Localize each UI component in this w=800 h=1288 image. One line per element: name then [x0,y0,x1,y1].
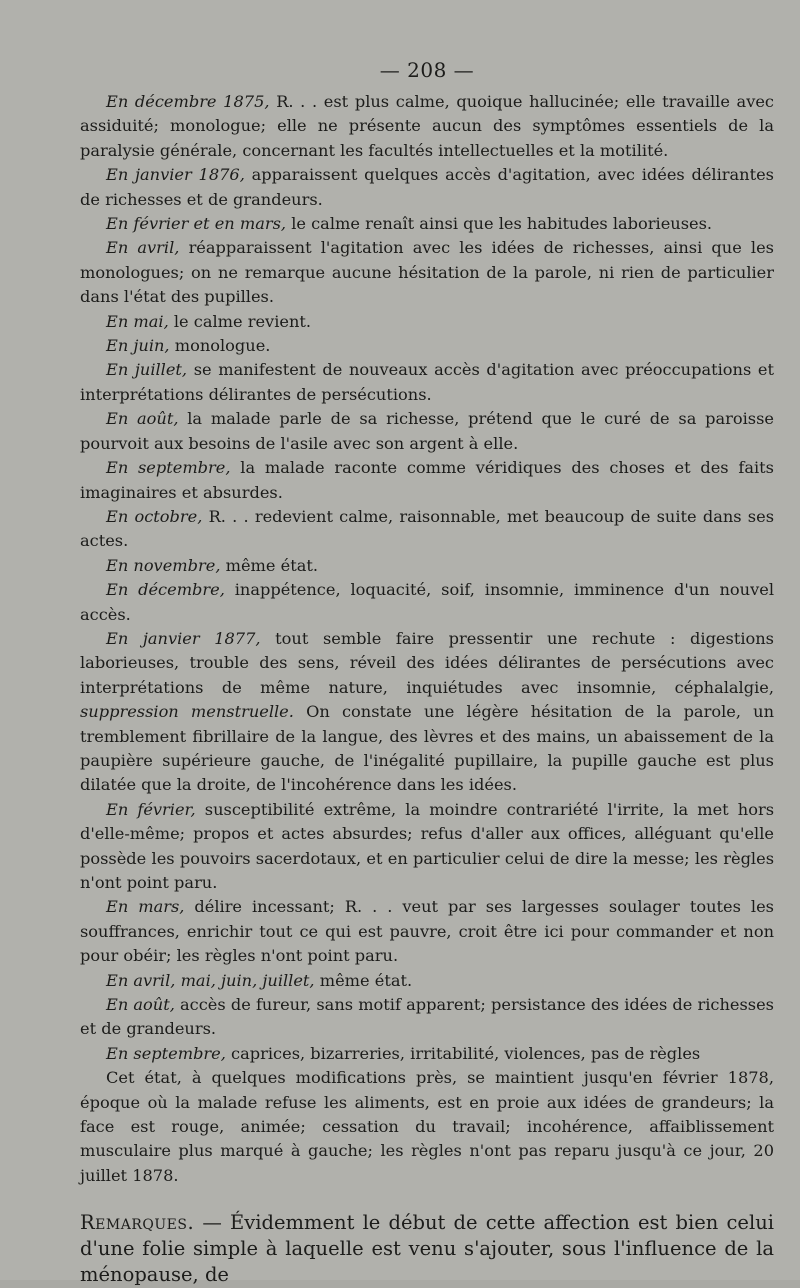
paragraph-text-tail: On constate une légère hésitation de la parole, un tremblement fibrillaire de la langue, des lèvres et des mains, un abaissement de la paupière supérieure gauche, de l'inégalité pupillaire, la pupille gauche est plus dilatée que la droite, de l'incohérence dans les idées. [80,702,775,795]
paragraph-text: R. . . est plus calme, quoique hallucinée; elle travaille avec assiduité; monologue; elle ne présente aucun des symptômes essentiels de la paralysie générale, concernant les facultés intellectuelles et la motilité. [80,92,774,160]
paragraph-date-lead: En octobre, [106,506,203,526]
paragraph-text: caprices, bizarreries, irritabilité, violences, pas de règles [225,1043,701,1063]
paragraph-text: réapparaissent l'agitation avec les idées de richesses, ainsi que les monologues; on ne remarque aucune hésitation de la parole, ni rien de particulier dans l'état des pupilles. [80,238,774,307]
paragraph [80,798,774,896]
paragraph [80,993,774,1042]
remarks-text: — Évidemment le début de cette affection est bien celui d'une folie simple à laquelle est venu s'ajouter, sous l'influence de la ménopause, de [80,1211,774,1287]
paragraph [80,895,774,968]
paragraph-text: accès de fureur, sans motif apparent; persistance des idées de richesses et de grandeurs. [80,995,774,1039]
paragraph [80,163,774,212]
remarks-paragraph [80,1210,774,1288]
paragraph-text: même état. [220,555,319,575]
paragraph-date-lead: En août, [106,995,175,1015]
paragraph [80,554,774,578]
paragraph-date-lead: En avril, [106,238,180,258]
paragraph-date-lead: En mars, [106,897,185,917]
paragraph-date-lead: En septembre, [106,1043,226,1063]
paragraph-text: monologue. [169,336,271,356]
paragraph [80,236,774,309]
paragraph-text: la malade raconte comme véridiques des choses et des faits imaginaires et absurdes. [80,458,774,502]
paragraph-text: le calme renaît ainsi que les habitudes laborieuses. [286,214,713,234]
paragraph-date-lead: En novembre, [106,555,221,575]
paragraph [80,90,774,163]
paragraph-date-lead: En septembre, [106,458,231,478]
paragraph [80,1066,774,1188]
paragraph-text: la malade parle de sa richesse, prétend que le curé de sa paroisse pourvoit aux besoins de l'asile avec son argent à elle. [80,409,774,453]
paragraph-text: se manifestent de nouveaux accès d'agitation avec préoccupations et interprétations délirantes de persécutions. [80,360,774,404]
paragraph-date-lead: En janvier 1877, [106,628,261,648]
paragraph-text: tout semble faire pressentir une rechute : digestions laborieuses, trouble des sens, réveil des idées délirantes de persécutions avec interprétations de même nature, inquiétudes avec insomnie, céphalalgie, [80,628,774,697]
body-text [80,90,774,1188]
paragraph [80,407,774,456]
paragraph [80,334,774,358]
paragraph [80,969,774,993]
paragraph [80,627,774,798]
paragraph-date-lead: En février et en mars, [106,214,287,234]
paragraph-text: susceptibilité extrême, la moindre contrariété l'irrite, la met hors d'elle-même; propos et actes absurdes; refus d'aller aux offices, alléguant qu'elle possède les pouvoirs sacerdotaux, et en particulier celui de dire la messe; les règles n'ont point paru. [80,799,775,892]
paragraph-date-lead: En août, [106,409,179,429]
paragraph [80,358,774,407]
paragraph [80,456,774,505]
paragraph-text: R. . . redevient calme, raisonnable, met beaucoup de suite dans ses actes. [80,506,774,551]
paragraph-date-lead: En avril, mai, juin, juillet, [106,970,315,990]
paragraph-date-lead: En décembre 1875, [106,92,270,111]
paragraph-date-lead: En février, [106,799,196,819]
paragraph-date-lead: En juin, [106,336,170,356]
paragraph [80,578,774,627]
paragraph-text: même état. [314,970,413,990]
paragraph [80,212,774,236]
paragraph-text: apparaissent quelques accès d'agitation, avec idées délirantes de richesses et de grandeurs. [80,165,774,209]
paragraph-text: le calme revient. [168,311,312,331]
paragraph-date-lead: En mai, [106,311,169,331]
page-number: — 208 — [379,58,475,82]
remarks-label: Remarques. [80,1211,195,1235]
paragraph-date-lead: En décembre, [106,580,225,600]
paragraph [80,310,774,334]
paragraph-text: inappétence, loquacité, soif, insomnie, imminence d'un nouvel accès. [80,580,774,624]
paragraph [80,1042,774,1066]
paragraph-date-lead: En juillet, [106,360,188,380]
paragraph-emphasis: suppression menstruelle. [80,702,294,722]
paragraph-date-lead: En janvier 1876, [106,165,245,185]
paragraph-text: délire incessant; R. . . veut par ses largesses soulager toutes les souffrances, enrichir tout ce qui est pauvre, croit être ici pour commander et non pour obéir; les règles n'ont point paru. [80,897,774,966]
paragraph [80,505,774,554]
paragraph-text: Cet état, à quelques modifications près, se maintient jusqu'en février 1878, époque où la malade refuse les aliments, est en proie aux idées de grandeurs; la face est rouge, animée; cessation du travail; incohérence, affaiblissement musculaire plus marqué à gauche; les règles n'ont pas reparu jusqu'à ce jour, 20 juillet 1878. [80,1068,774,1185]
